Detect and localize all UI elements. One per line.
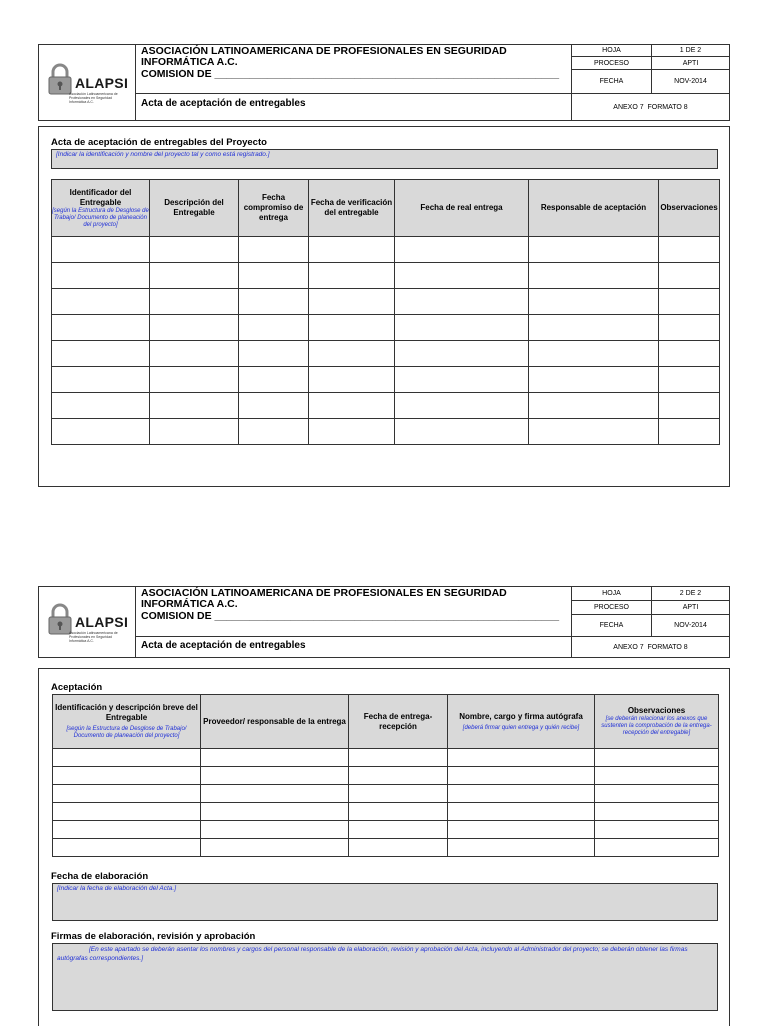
org-title: ASOCIACIÓN LATINOAMERICANA DE PROFESIONALES EN SEGURIDAD INFORMÁTICA A.C. [141,45,507,68]
table-cell[interactable] [150,237,239,263]
col-responsable: Responsable de aceptación [529,180,659,237]
table-cell[interactable] [529,341,659,367]
table-cell[interactable] [595,803,719,821]
table-cell[interactable] [239,419,309,445]
table-cell[interactable] [448,839,595,857]
proceso-value: APTI [651,56,730,70]
table-cell[interactable] [659,367,720,393]
table-cell[interactable] [201,767,349,785]
table-cell[interactable] [349,785,448,803]
col-fecha-verificacion: Fecha de verificación del entregable [309,180,395,237]
table-cell[interactable] [395,289,529,315]
table-cell[interactable] [52,341,150,367]
logo-text: ALAPSI [75,614,129,630]
col-identificacion: Identificación y descripción breve del Entregable [según la Estructura de Desglose de Trabajo/ Documento de planeación del proyecto] [53,695,201,749]
table-cell[interactable] [201,839,349,857]
table-cell[interactable] [448,749,595,767]
col-nombre-firma: Nombre, cargo y firma autógrafa [deberá firmar quien entrega y quién recibe] [448,695,595,749]
fecha-elaboracion-title: Fecha de elaboración [51,871,149,882]
table-cell[interactable] [309,367,395,393]
hoja-value: 1 DE 2 [651,44,730,57]
hoja-label: HOJA [571,586,652,601]
table-cell[interactable] [659,341,720,367]
table-cell[interactable] [150,315,239,341]
logo-box [39,587,136,657]
table-cell[interactable] [395,263,529,289]
project-section-title: Acta de aceptación de entregables del Proyecto [51,137,267,148]
table-cell[interactable] [239,289,309,315]
table-row [52,393,720,419]
table-cell[interactable] [659,315,720,341]
hoja-label: HOJA [571,44,652,57]
project-id-hint: [Indicar la identificación y nombre del proyecto tal y como está registrado.] [56,151,270,158]
table-cell[interactable] [529,419,659,445]
anexo-label: ANEXO 7 FORMATO 8 [571,93,730,120]
page1-body [38,126,730,487]
table-cell[interactable] [659,393,720,419]
table-cell[interactable] [52,393,150,419]
table-cell[interactable] [349,839,448,857]
doc-title: Acta de aceptación de entregables [141,640,306,651]
table-cell[interactable] [52,263,150,289]
table-cell[interactable] [595,821,719,839]
table-cell[interactable] [395,419,529,445]
col-observaciones: Observaciones [659,180,720,237]
table-cell[interactable] [239,263,309,289]
table-cell[interactable] [53,803,201,821]
table-cell[interactable] [349,767,448,785]
table-cell[interactable] [395,393,529,419]
table-cell[interactable] [529,263,659,289]
col-identificador: Identificador del Entregable [según la Estructura de Desglose de Trabajo/ Documento de planeación del proyecto] [52,180,150,237]
table-cell[interactable] [309,263,395,289]
table-cell[interactable] [239,237,309,263]
page2-header [38,586,730,658]
table-cell[interactable] [201,821,349,839]
table-cell[interactable] [150,341,239,367]
table-cell[interactable] [349,749,448,767]
doc-title: Acta de aceptación de entregables [141,98,306,109]
commission-line: COMISIÓN DE ___________________________________________________________ [141,69,560,80]
table-cell[interactable] [150,393,239,419]
table-cell[interactable] [53,785,201,803]
table-cell[interactable] [659,289,720,315]
deliverables-table [51,179,720,445]
commission-line: COMISIÓN DE ___________________________________________________________ [141,611,560,622]
table-cell[interactable] [529,315,659,341]
acceptance-table [52,694,719,857]
table-row [52,367,720,393]
table-cell[interactable] [659,237,720,263]
fecha-value: NOV-2014 [651,614,730,637]
table-cell[interactable] [150,289,239,315]
firmas-title: Firmas de elaboración, revisión y aprobación [51,931,256,942]
table-cell[interactable] [529,237,659,263]
table-cell[interactable] [309,315,395,341]
table-cell[interactable] [309,237,395,263]
logo-subtitle: Asociación Latinoamericana de Profesionales en Seguridad Informática A.C. [69,92,118,104]
table-cell[interactable] [529,393,659,419]
table-row [52,419,720,445]
firmas-hint: [En este apartado se deberán asentar los nombres y cargos del personal responsable de la elaboración, revisión y aprobación del Acta, incluyendo al Administrador del proyecto; se deberán obtener las firmas autógrafas correspondientes.] [57,946,688,962]
table-cell[interactable] [52,289,150,315]
table-cell[interactable] [595,785,719,803]
table-cell[interactable] [53,767,201,785]
table-cell[interactable] [53,839,201,857]
table-cell[interactable] [201,803,349,821]
col-proveedor: Proveedor/ responsable de la entrega [201,695,349,749]
table-cell[interactable] [595,749,719,767]
proceso-label: PROCESO [571,600,652,615]
table-row [53,785,719,803]
firmas-field[interactable] [52,943,718,1011]
table-cell[interactable] [659,419,720,445]
table-row [53,803,719,821]
table-cell[interactable] [448,803,595,821]
table-cell[interactable] [395,315,529,341]
fecha-label: FECHA [571,69,652,94]
table-cell[interactable] [349,821,448,839]
proceso-value: APTI [651,600,730,615]
logo-box [39,45,136,120]
col-fecha-entrega: Fecha de entrega-recepción [349,695,448,749]
fecha-value: NOV-2014 [651,69,730,94]
table-cell[interactable] [659,263,720,289]
col-fecha-compromiso: Fecha compromiso de entrega [239,180,309,237]
table-row [52,289,720,315]
table-cell[interactable] [395,237,529,263]
table-cell[interactable] [201,785,349,803]
table-row [52,315,720,341]
page1-header [38,44,730,121]
table-cell[interactable] [395,367,529,393]
table-cell[interactable] [52,237,150,263]
table-cell[interactable] [150,419,239,445]
page2-body [38,668,730,1026]
table-cell[interactable] [52,315,150,341]
table-cell[interactable] [529,289,659,315]
table-cell[interactable] [448,767,595,785]
table-cell[interactable] [395,341,529,367]
table-cell[interactable] [52,367,150,393]
fecha-elaboracion-hint: [Indicar la fecha de elaboración del Acta.] [57,885,176,892]
table-cell[interactable] [201,749,349,767]
table-row [53,749,719,767]
table-row [52,263,720,289]
table-cell[interactable] [239,393,309,419]
fecha-label: FECHA [571,614,652,637]
logo-text: ALAPSI [75,75,129,91]
col-descripcion: Descripción del Entregable [150,180,239,237]
acceptance-section-title: Aceptación [51,682,103,693]
table-cell[interactable] [448,785,595,803]
col-observaciones: Observaciones [se deberán relacionar los anexos que sustenten la comprobación de la entrega-recepción del entregable] [595,695,719,749]
project-id-field[interactable] [51,149,718,169]
table-cell[interactable] [309,419,395,445]
logo-subtitle: Asociación Latinoamericana de Profesionales en Seguridad Informática A.C. [69,631,118,643]
table-cell[interactable] [239,367,309,393]
table-cell[interactable] [239,315,309,341]
table-cell[interactable] [150,367,239,393]
table-cell[interactable] [150,263,239,289]
table-cell[interactable] [309,341,395,367]
table-row [53,821,719,839]
table-cell[interactable] [529,367,659,393]
table-row [52,341,720,367]
table-cell[interactable] [595,767,719,785]
table-cell[interactable] [349,803,448,821]
table-cell[interactable] [53,821,201,839]
table-cell[interactable] [309,393,395,419]
col-fecha-real: Fecha de real entrega [395,180,529,237]
table-cell[interactable] [448,821,595,839]
hoja-value: 2 DE 2 [651,586,730,601]
table-row [52,237,720,263]
table-cell[interactable] [309,289,395,315]
proceso-label: PROCESO [571,56,652,70]
table-cell[interactable] [239,341,309,367]
table-cell[interactable] [595,839,719,857]
org-title: ASOCIACIÓN LATINOAMERICANA DE PROFESIONALES EN SEGURIDAD INFORMÁTICA A.C. [141,587,507,610]
anexo-label: ANEXO 7 FORMATO 8 [571,636,730,657]
table-cell[interactable] [52,419,150,445]
table-row [53,767,719,785]
table-row [53,839,719,857]
table-cell[interactable] [53,749,201,767]
fecha-elaboracion-field[interactable] [52,883,718,921]
